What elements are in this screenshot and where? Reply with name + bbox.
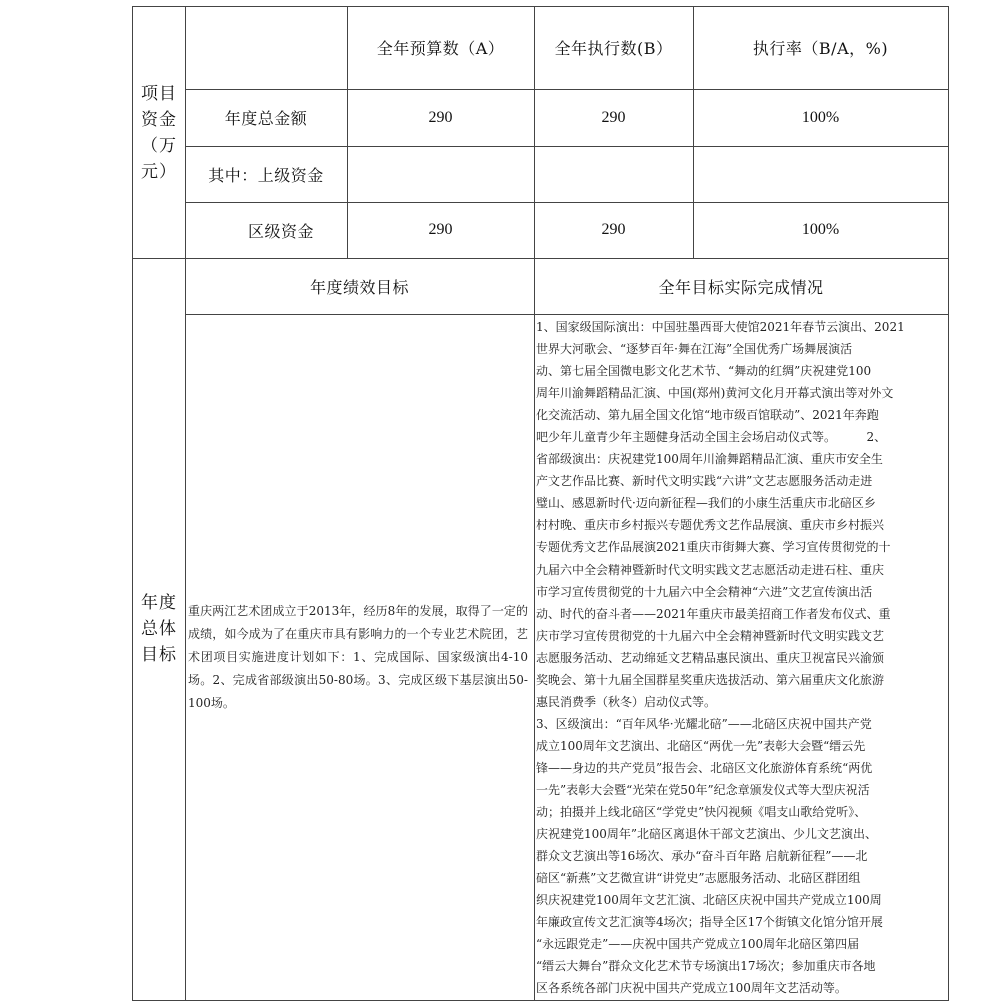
superior-rate-value xyxy=(693,146,948,202)
superior-budget-value xyxy=(347,146,534,202)
row-label-total: 年度总金额 xyxy=(224,109,308,128)
completion-text-line: 一先”表彰大会暨“光荣在党50年”纪念章颁发仪式等大型庆祝活 xyxy=(536,782,870,797)
district-budget-value: 290 xyxy=(428,221,453,238)
completion-text-line: 群众文艺演出等16场次、承办“奋斗百年路 启航新征程”——北 xyxy=(536,849,868,864)
completion-text-line: 村村晚、重庆市乡村振兴专题优秀文艺作品展演、重庆市乡村振兴 xyxy=(536,518,885,533)
completion-text-line: 世界大河歌会、“逐梦百年·舞在江海”全国优秀广场舞展演活 xyxy=(536,342,853,357)
district-executed-value: 290 xyxy=(601,221,626,238)
completion-text-line: 动、第七届全国微电影文化艺术节、“舞动的红绸”庆祝建党100 xyxy=(536,364,872,379)
performance-target-header: 年度绩效目标 xyxy=(309,277,409,297)
total-rate-value: 100% xyxy=(801,108,840,126)
completion-text-line: 化交流活动、第九届全国文化馆“地市级百馆联动”、2021年奔跑 xyxy=(536,408,879,423)
completion-text-line: 成立100周年文艺演出、北碚区“两优一先”表彰大会暨“缙云先 xyxy=(536,738,866,753)
completion-text-line: 产文艺作品比赛、新时代文明实践“六讲”文艺志愿服务活动走进 xyxy=(536,474,873,489)
performance-target-cell xyxy=(186,315,534,1000)
completion-text-line: 周年川渝舞蹈精品汇演、中国(郑州)黄河文化月开幕式演出等对外文 xyxy=(536,386,894,401)
total-executed-value: 290 xyxy=(601,108,626,126)
superior-executed-value xyxy=(534,146,693,202)
completion-text-line: 动；拍摄并上线北碚区“学党史”快闪视频《唱支山歌给党听》、 xyxy=(536,805,867,820)
header-executed: 全年执行数(B） xyxy=(554,39,673,58)
completion-text-line: 3、区级演出：“百年风华·光耀北碚”——北碚区庆祝中国共产党 xyxy=(536,716,872,731)
completion-text-line: 吧少年儿童青少年主题健身活动全国主会场启动仪式等。 2、 xyxy=(536,430,887,445)
funds-section-label: 项目 资金 （万 元） xyxy=(141,83,177,182)
completion-text-line: 志愿服务活动、艺动绵延文艺精品惠民演出、重庆卫视富民兴渝颁 xyxy=(536,650,885,665)
completion-text-line: 锋——身边的共产党员”报告会、北碚区文化旅游体育系统“两优 xyxy=(536,760,873,775)
row-label-superior-funds: 其中：上级资金 xyxy=(208,165,324,185)
completion-text-line: 庆祝建党100周年”北碚区离退休干部文艺演出、少儿文艺演出、 xyxy=(536,827,878,842)
completion-text-line: 专题优秀文艺作品展演2021重庆市街舞大赛、学习宣传贯彻党的十 xyxy=(536,540,891,555)
table-right-border xyxy=(948,6,949,1001)
completion-text-line: 惠民消费季（秋冬）启动仪式等。 xyxy=(536,694,717,709)
completion-text-line: 动、时代的奋斗者——2021年重庆市最美招商工作者发布仪式、重 xyxy=(536,606,891,621)
actual-completion-text xyxy=(536,316,948,999)
completion-text-line: 庆市学习宣传贯彻党的十九届六中全会精神暨新时代文明实践文艺 xyxy=(536,628,885,643)
header-rate: 执行率（B/A，%) xyxy=(752,39,889,58)
completion-text-line: 省部级演出：庆祝建党100周年川渝舞蹈精品汇演、重庆市安全生 xyxy=(536,452,883,467)
performance-target-text: 重庆两江艺术团成立于2013年，经历8年的发展，取得了一定的成绩，如今成为了在重庆市具有影响力的一个专业艺术院团，艺术团项目实施进度计划如下：1、完成国际、国家级演出4-10场。2、完成省部级演出50-80场。3、完成区级下基层演出50-100场。 xyxy=(188,604,528,710)
header-budget: 全年预算数（A） xyxy=(376,39,505,58)
actual-completion-cell xyxy=(536,316,948,1000)
completion-text-line: 年廉政宣传文艺汇演等4场次；指导全区17个街镇文化馆分馆开展 xyxy=(536,915,883,930)
completion-text-line: 奖晚会、第十九届全国群星奖重庆选拔活动、第六届重庆文化旅游 xyxy=(536,672,885,687)
actual-completion-header: 全年目标实际完成情况 xyxy=(658,277,824,297)
completion-text-line: 九届六中全会精神暨新时代文明实践文艺志愿活动走进石柱、重庆 xyxy=(536,562,885,577)
district-rate-value: 100% xyxy=(801,221,840,238)
completion-text-line: 市学习宣传贯彻党的十九届六中全会精神“六进”文艺宣传演出活 xyxy=(536,584,873,599)
goals-section-label: 年度 总体 目标 xyxy=(141,593,177,665)
completion-text-line: 区各系统各部门庆祝中国共产党成立100周年文艺活动等。 xyxy=(536,981,847,996)
total-budget-value: 290 xyxy=(428,108,453,126)
table-bottom-border xyxy=(132,1000,949,1001)
row-label-district-funds: 区级资金 xyxy=(247,221,314,241)
completion-text-line: 璧山、感恩新时代·迈向新征程—我们的小康生活重庆市北碚区乡 xyxy=(536,496,876,511)
completion-text-line: “永远跟党走”——庆祝中国共产党成立100周年北碚区第四届 xyxy=(536,937,860,952)
completion-text-line: 织庆祝建党100周年文艺汇演、北碚区庆祝中国共产党成立100周 xyxy=(536,893,882,908)
completion-text-line: 1、国家级国际演出：中国驻墨西哥大使馆2021年春节云演出、2021 xyxy=(536,320,905,334)
completion-text-line: 碚区“新燕”文艺微宣讲“讲党史”志愿服务活动、北碚区群团组 xyxy=(536,871,861,886)
completion-text-line: “缙云大舞台”群众文化艺术节专场演出17场次；参加重庆市各地 xyxy=(536,959,876,974)
